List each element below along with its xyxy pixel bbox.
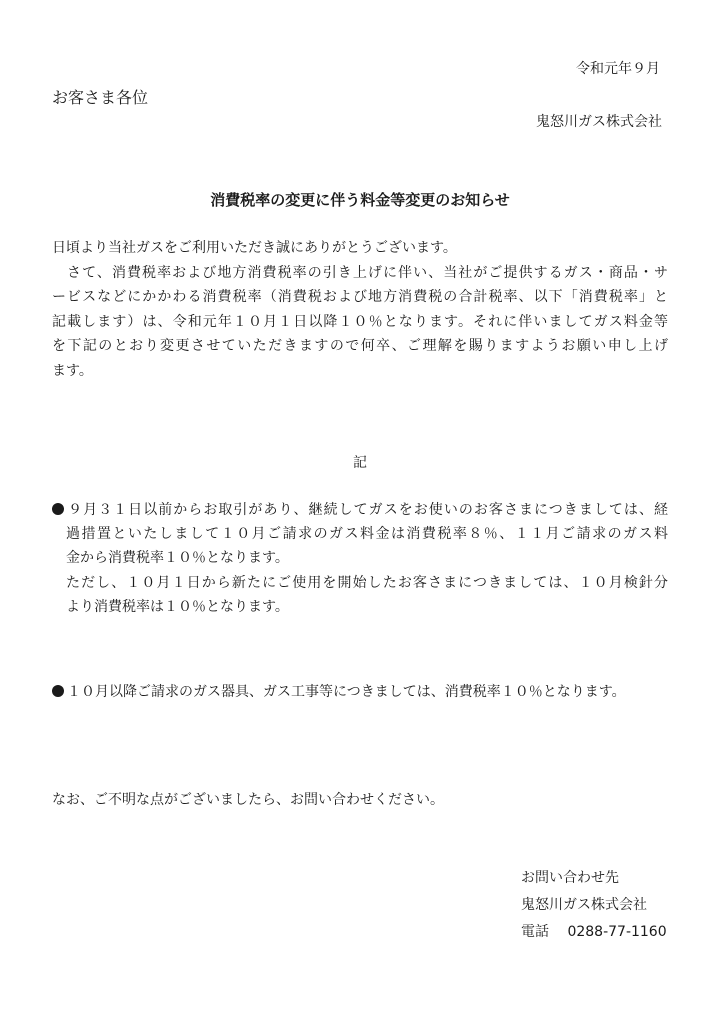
greeting-line: 日頃より当社ガスをご利用いただき誠にありがとうございます。: [52, 240, 457, 256]
bullet-dot-icon: [52, 685, 64, 697]
contact-block: [521, 865, 667, 946]
bullet-line: ただし、１０月１日から新たにご使用を開始したお客さまにつきましては、１０月検針分: [66, 574, 668, 591]
paragraph-line: ます。: [52, 362, 93, 379]
bullet-line: １０月以降ご請求のガス器具、ガス工事等につきましては、消費税率１０％となります。: [67, 684, 626, 700]
paragraph-line: さて、消費税率および地方消費税率の引き上げに伴い、当社がご提供するガス・商品・サ: [52, 265, 668, 281]
addressee: お客さま各位: [52, 88, 149, 107]
main-paragraph: [52, 261, 668, 383]
paragraph-line: ービスなどにかかわる消費税率（消費税および地方消費税の合計税率、以下「消費税率」と: [52, 289, 668, 306]
bullet-dot-icon: [52, 503, 64, 515]
contact-phone: 電話 0288-77-1160: [521, 924, 667, 940]
bullet-item-equipment: [52, 680, 668, 704]
ki-heading: 記: [353, 455, 367, 471]
contact-heading: お問い合わせ先: [521, 870, 619, 886]
document-title: 消費税率の変更に伴う料金等変更のお知らせ: [210, 191, 510, 209]
contact-company: 鬼怒川ガス株式会社: [521, 897, 647, 913]
paragraph-line: を下記のとおり変更させていただきますので何卒、ご理解を賜りますようお願い申し上げ: [52, 338, 668, 355]
bullet-line: より消費税率は１０％となります。: [66, 598, 289, 615]
bullet-line: ９月３１日以前からお取引があり、継続してガスをお使いのお客さまにつきましては、経: [67, 502, 668, 518]
sender-company: 鬼怒川ガス株式会社: [536, 114, 662, 130]
paragraph-line: 記載します）は、令和元年１０月１日以降１０％となります。それに伴いましてガス料金等: [52, 313, 668, 330]
issue-date: 令和元年９月: [576, 61, 660, 77]
closing-line: なお、ご不明な点がございましたら、お問い合わせください。: [52, 792, 444, 808]
bullet-item-transition: [52, 498, 668, 619]
bullet-line: 過措置といたしまして１０月ご請求のガス料金は消費税率８％、１１月ご請求のガス料: [66, 526, 668, 543]
bullet-line: 金から消費税率１０％となります。: [66, 550, 289, 567]
